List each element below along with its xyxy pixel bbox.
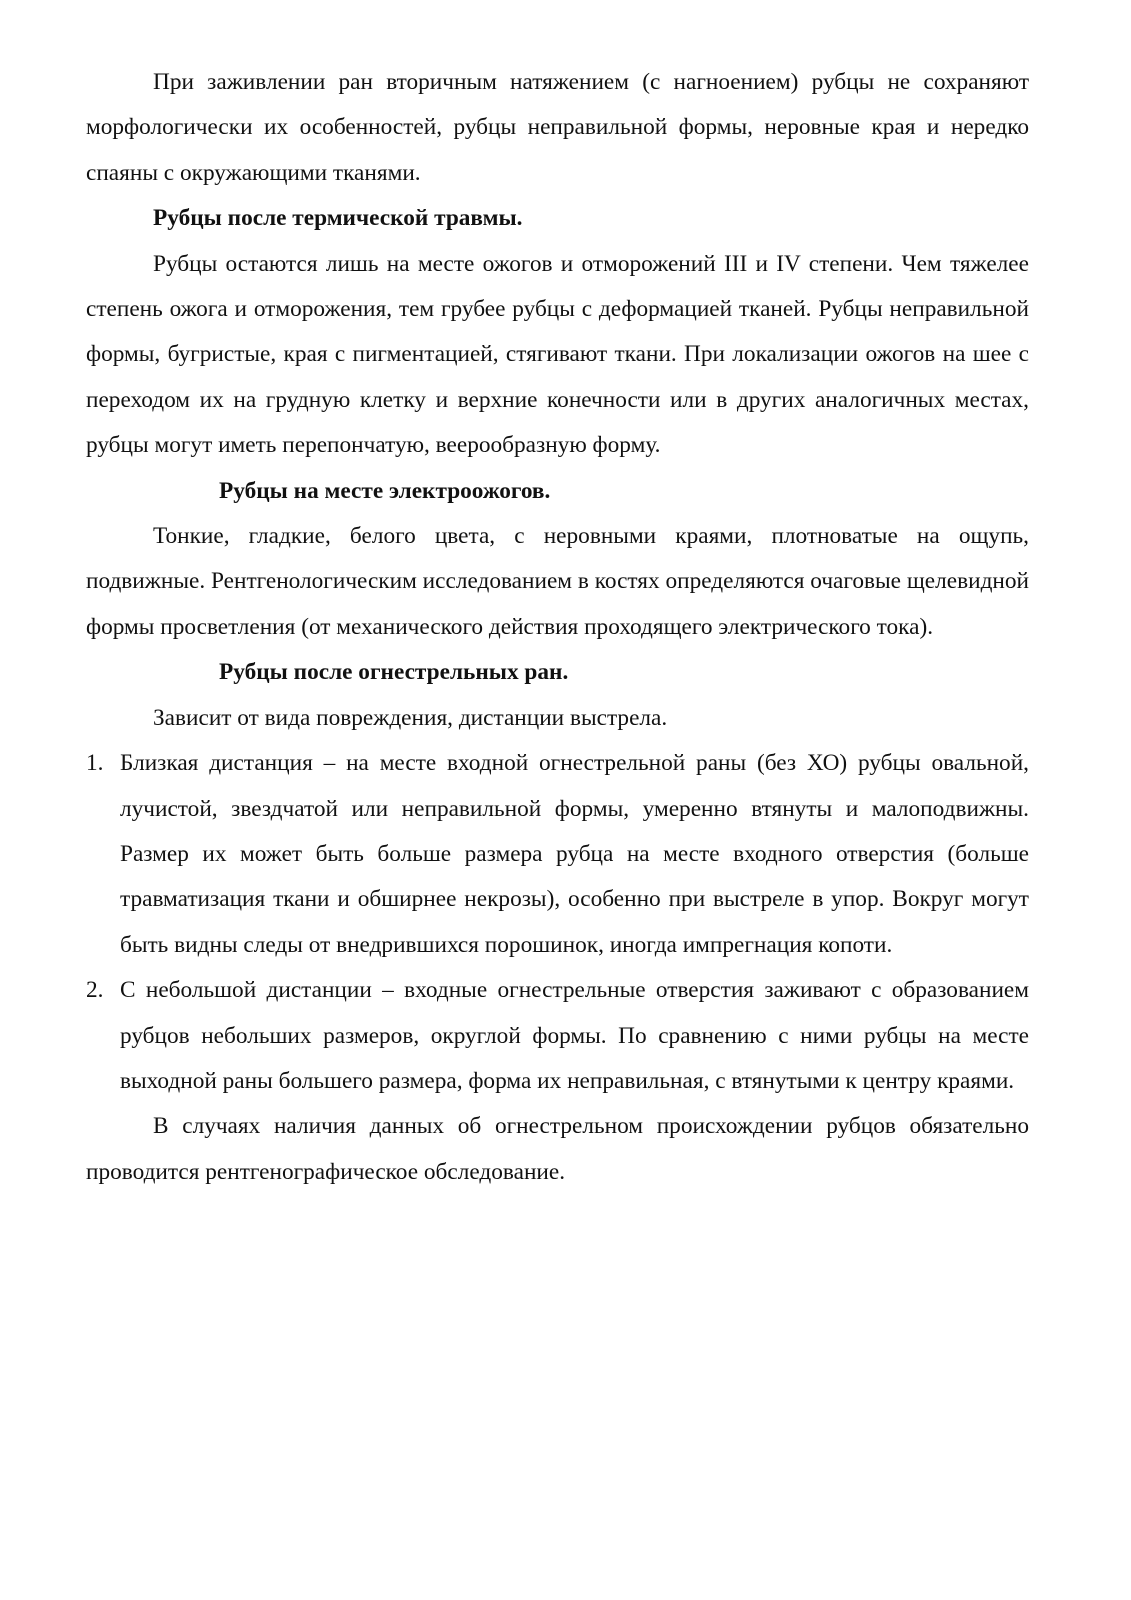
- list-item-text: Близкая дистанция – на месте входной огнестрельной раны (без ХО) рубцы овальной, лучистой, звездчатой или неправильной формы, умеренно втянуты и малоподвижны. Размер их может быть больше размера рубца на месте входного отверстия (больше травматизация ткани и обширнее некрозы), особенно при выстреле в упор. Вокруг могут быть видны следы от внедрившихся порошинок, иногда импрегнация копоти.: [120, 750, 1029, 958]
- list-item-number: 1.: [86, 750, 104, 777]
- list-item-text: С небольшой дистанции – входные огнестрельные отверстия заживают с образованием рубцов небольших размеров, округлой формы. По сравнению с ними рубцы на месте выходной раны большего размера, форма их неправильная, с втянутыми к центру краями.: [120, 977, 1029, 1094]
- list-item: [86, 741, 1029, 968]
- paragraph-thermal: Рубцы остаются лишь на месте ожогов и отморожений III и IV степени. Чем тяжелее степень ожога и отморожения, тем грубее рубцы с деформацией тканей. Рубцы неправильной формы, бугристые, края с пигментацией, стягивают ткани. При локализации ожогов на шее с переходом их на грудную клетку и верхние конечности или в других аналогичных местах, рубцы могут иметь перепончатую, веерообразную форму.: [86, 250, 1029, 459]
- heading-electro: Рубцы на месте электроожогов.: [219, 477, 551, 504]
- intro-paragraph: При заживлении ран вторичным натяжением (с нагноением) рубцы не сохраняют морфологически их особенностей, рубцы неправильной формы, неровные края и нередко спаяны с окружающими тканями.: [86, 69, 1029, 186]
- list-item: [86, 968, 1029, 1104]
- paragraph-electro: Тонкие, гладкие, белого цвета, с неровными краями, плотноватые на ощупь, подвижные. Рентгенологическим исследованием в костях определяются очаговые щелевидной формы просветления (от механического действия проходящего электрического тока).: [86, 523, 1029, 640]
- list-item-number: 2.: [86, 977, 104, 1004]
- heading-gunshot: Рубцы после огнестрельных ран.: [219, 659, 569, 686]
- heading-thermal: Рубцы после термической травмы.: [153, 205, 523, 232]
- paragraph-conclusion: В случаях наличия данных об огнестрельном происхождении рубцов обязательно проводится рентгенографическое обследование.: [86, 1113, 1029, 1185]
- paragraph-gunshot-intro: Зависит от вида повреждения, дистанции выстрела.: [153, 704, 668, 731]
